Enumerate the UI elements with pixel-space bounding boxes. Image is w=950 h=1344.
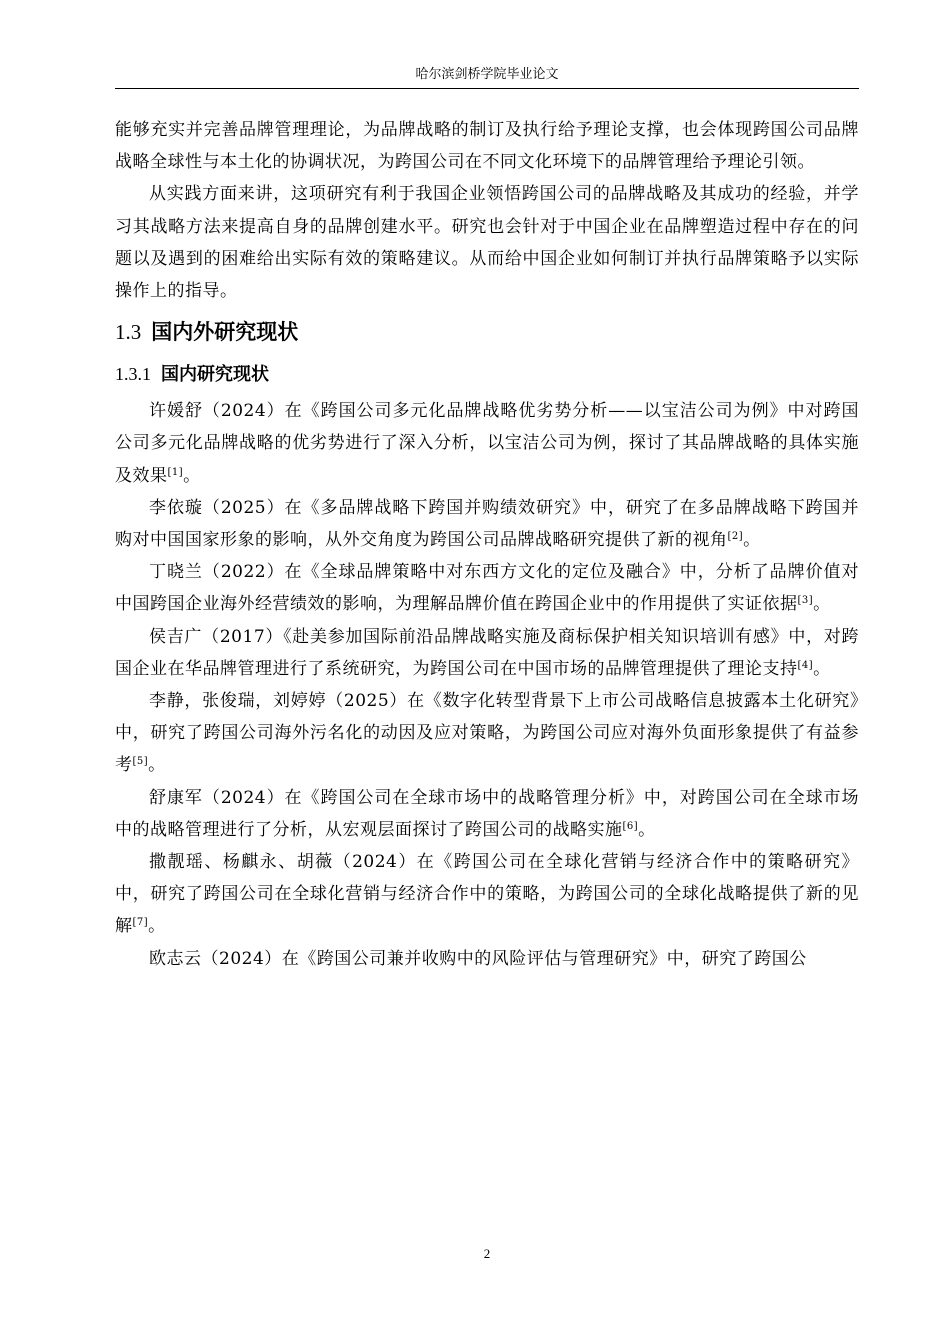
review-text: 李依璇（2025）在《多品牌战略下跨国并购绩效研究》中，研究了在多品牌战略下跨国并购对中国国家形象的影响，从外交角度为跨国公司品牌战略研究提供了新的视角 xyxy=(115,497,859,551)
review-end: 。 xyxy=(148,755,166,776)
citation-ref: [2] xyxy=(727,531,744,543)
citation-ref: [6] xyxy=(622,820,639,832)
citation-ref: [1] xyxy=(167,466,184,478)
review-text: 侯吉广（2017）《赴美参加国际前沿品牌战略实施及商标保护相关知识培训有感》中，对跨国企业在华品牌管理进行了系统研究，为跨国公司在中国市场的品牌管理提供了理论支持 xyxy=(115,626,859,679)
review-end: 。 xyxy=(148,916,166,937)
review-end: 。 xyxy=(183,465,201,486)
review-paragraph xyxy=(115,782,859,846)
review-paragraph xyxy=(115,846,859,943)
review-text: 丁晓兰（2022）在《全球品牌策略中对东西方文化的定位及融合》中，分析了品牌价值对中国跨国企业海外经营绩效的影响，为理解品牌价值在跨国企业中的作用提供了实证依据 xyxy=(115,562,859,615)
citation-ref: [5] xyxy=(132,756,149,768)
review-paragraph xyxy=(115,685,859,782)
page-number: 2 xyxy=(483,1246,491,1261)
review-paragraph xyxy=(115,556,859,620)
page-body xyxy=(115,114,859,975)
paragraph-theory: 能够充实并完善品牌管理理论，为品牌战略的制订及执行给予理论支撑，也会体现跨国公司品牌战略全球性与本土化的协调状况，为跨国公司在不同文化环境下的品牌管理给予理论引领。 xyxy=(115,120,859,173)
review-paragraph xyxy=(115,943,859,975)
citation-ref: [3] xyxy=(797,595,814,607)
review-end: 。 xyxy=(813,594,831,615)
subsection-heading xyxy=(115,354,859,395)
review-text: 李静，张俊瑞，刘婷婷（2025）在《数字化转型背景下上市公司战略信息披露本土化研究》中，研究了跨国公司海外污名化的动因及应对策略，为跨国公司应对海外负面形象提供了有益参考 xyxy=(115,691,859,776)
section-heading xyxy=(115,310,859,354)
subsection-title: 国内研究现状 xyxy=(161,364,269,386)
review-end: 。 xyxy=(638,819,656,840)
subsection-number: 1.3.1 xyxy=(115,364,151,385)
review-text: 欧志云（2024）在《跨国公司兼并收购中的风险评估与管理研究》中，研究了跨国公 xyxy=(149,948,807,969)
review-end: 。 xyxy=(813,658,831,679)
section-number: 1.3 xyxy=(115,320,142,345)
review-text: 撒靓瑶、杨麒永、胡薇（2024）在《跨国公司在全球化营销与经济合作中的策略研究》中，研究了跨国公司在全球化营销与经济合作中的策略，为跨国公司的全球化战略提供了新的见解 xyxy=(115,852,859,937)
review-paragraph xyxy=(115,621,859,685)
header-divider xyxy=(115,88,859,89)
citation-ref: [7] xyxy=(132,917,149,929)
citation-ref: [4] xyxy=(797,659,814,671)
review-text: 许媛舒（2024）在《跨国公司多元化品牌战略优劣势分析——以宝洁公司为例》中对跨国公司多元化品牌战略的优劣势进行了深入分析，以宝洁公司为例，探讨了其品牌战略的具体实施及效果 xyxy=(115,401,859,486)
review-paragraph xyxy=(115,492,859,556)
paragraph-practice: 从实践方面来讲，这项研究有利于我国企业领悟跨国公司的品牌战略及其成功的经验，并学习其战略方法来提高自身的品牌创建水平。研究也会针对于中国企业在品牌塑造过程中存在的问题以及遇到的困难给出实际有效的策略建议。从而给中国企业如何制订并执行品牌策略予以实际操作上的指导。 xyxy=(115,184,859,302)
review-paragraph xyxy=(115,395,859,492)
review-text: 舒康军（2024）在《跨国公司在全球市场中的战略管理分析》中，对跨国公司在全球市场中的战略管理进行了分析，从宏观层面探讨了跨国公司的战略实施 xyxy=(115,787,859,840)
section-title: 国内外研究现状 xyxy=(151,320,299,345)
page-header: 哈尔滨剑桥学院毕业论文 xyxy=(415,67,559,82)
review-end: 。 xyxy=(743,530,761,551)
